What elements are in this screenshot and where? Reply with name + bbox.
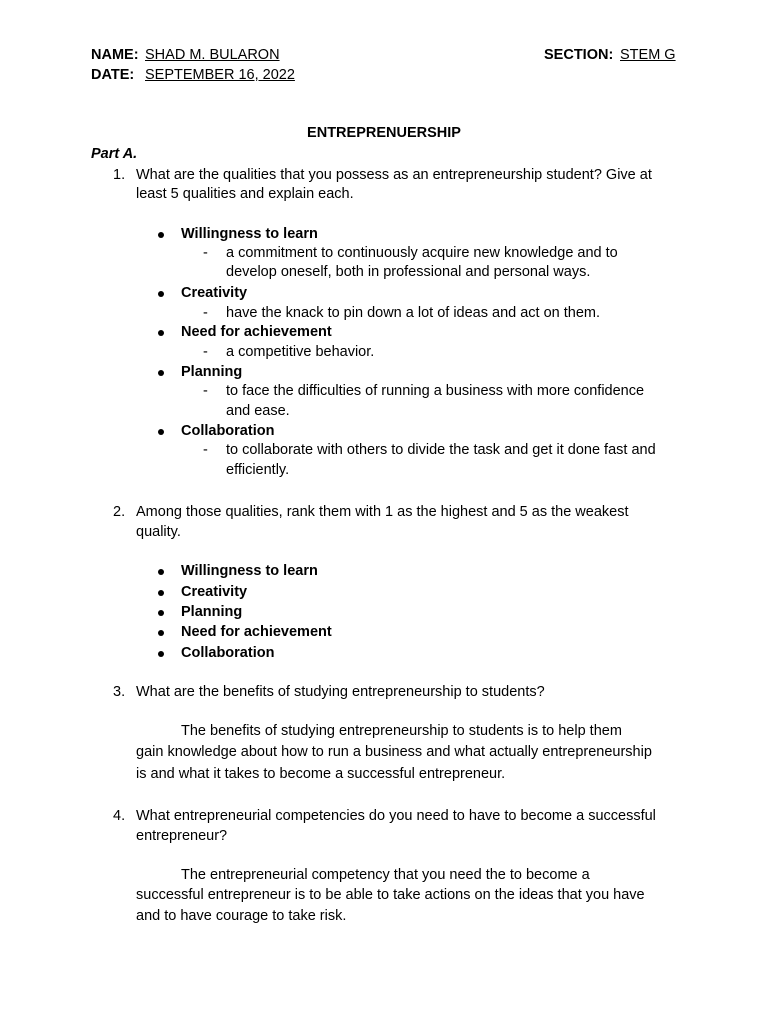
quality-title: Need for achievement <box>181 324 332 340</box>
quality-desc: and ease. <box>226 403 290 419</box>
date-value: SEPTEMBER 16, 2022 <box>145 67 295 83</box>
quality-desc: to face the difficulties of running a business with more confidence <box>226 383 645 399</box>
q2-number: 2. <box>113 504 126 520</box>
rank-item: Planning <box>181 604 243 620</box>
dash-marker: - <box>203 344 208 360</box>
quality-title: Planning <box>181 364 243 380</box>
quality-desc: develop oneself, both in professional and personal ways. <box>226 264 591 280</box>
q3-answer-line: The benefits of studying entrepreneurship to students is to help them <box>181 723 622 739</box>
quality-desc: to collaborate with others to divide the task and get it done fast and <box>226 442 656 458</box>
quality-title: Creativity <box>181 285 248 301</box>
bullet-icon <box>158 610 164 616</box>
q3-answer-line: is and what it takes to become a successful entrepreneur. <box>136 766 506 782</box>
q4-text-line1: What entrepreneurial competencies do you need to have to become a successful <box>136 808 656 824</box>
q4-number: 4. <box>113 808 126 824</box>
q4-answer-line: and to have courage to take risk. <box>136 908 347 924</box>
q4-text-line2: entrepreneur? <box>136 828 228 844</box>
q3-answer-line: gain knowledge about how to run a business and what actually entrepreneurship <box>136 744 652 760</box>
quality-desc: a competitive behavior. <box>226 344 375 360</box>
q3-text-line1: What are the benefits of studying entrepreneurship to students? <box>136 684 545 700</box>
bullet-icon <box>158 232 164 238</box>
name-value: SHAD M. BULARON <box>145 47 280 63</box>
q3-number: 3. <box>113 684 126 700</box>
quality-desc: have the knack to pin down a lot of ideas and act on them. <box>226 305 601 321</box>
quality-desc: a commitment to continuously acquire new knowledge and to <box>226 245 618 261</box>
rank-item: Need for achievement <box>181 624 332 640</box>
q2-text-line2: quality. <box>136 524 181 540</box>
dash-marker: - <box>203 305 208 321</box>
section-label: SECTION: <box>544 47 614 63</box>
section-value: STEM G <box>620 47 676 63</box>
quality-title: Willingness to learn <box>181 226 318 242</box>
bullet-icon <box>158 370 164 376</box>
bullet-icon <box>158 590 164 596</box>
q1-text-line2: least 5 qualities and explain each. <box>136 186 354 202</box>
page-title: ENTREPRENUERSHIP <box>307 125 461 141</box>
q1-number: 1. <box>113 167 126 183</box>
bullet-icon <box>158 429 164 435</box>
q4-answer-line: The entrepreneurial competency that you need the to become a <box>181 867 590 883</box>
bullet-icon <box>158 630 164 636</box>
rank-item: Creativity <box>181 584 248 600</box>
q4-answer-line: successful entrepreneur is to be able to take actions on the ideas that you have <box>136 887 645 903</box>
dash-marker: - <box>203 245 208 261</box>
bullet-icon <box>158 651 164 657</box>
bullet-icon <box>158 291 164 297</box>
bullet-icon <box>158 569 164 575</box>
rank-item: Collaboration <box>181 645 275 661</box>
dash-marker: - <box>203 442 208 458</box>
name-label: NAME: <box>91 47 139 63</box>
q1-text-line1: What are the qualities that you possess as an entrepreneurship student? Give at <box>136 167 652 183</box>
date-label: DATE: <box>91 67 135 83</box>
bullet-icon <box>158 330 164 336</box>
quality-desc: efficiently. <box>226 462 290 478</box>
q2-text-line1: Among those qualities, rank them with 1 as the highest and 5 as the weakest <box>136 504 629 520</box>
dash-marker: - <box>203 383 208 399</box>
part-label: Part A. <box>91 146 138 162</box>
rank-item: Willingness to learn <box>181 563 318 579</box>
quality-title: Collaboration <box>181 423 275 439</box>
